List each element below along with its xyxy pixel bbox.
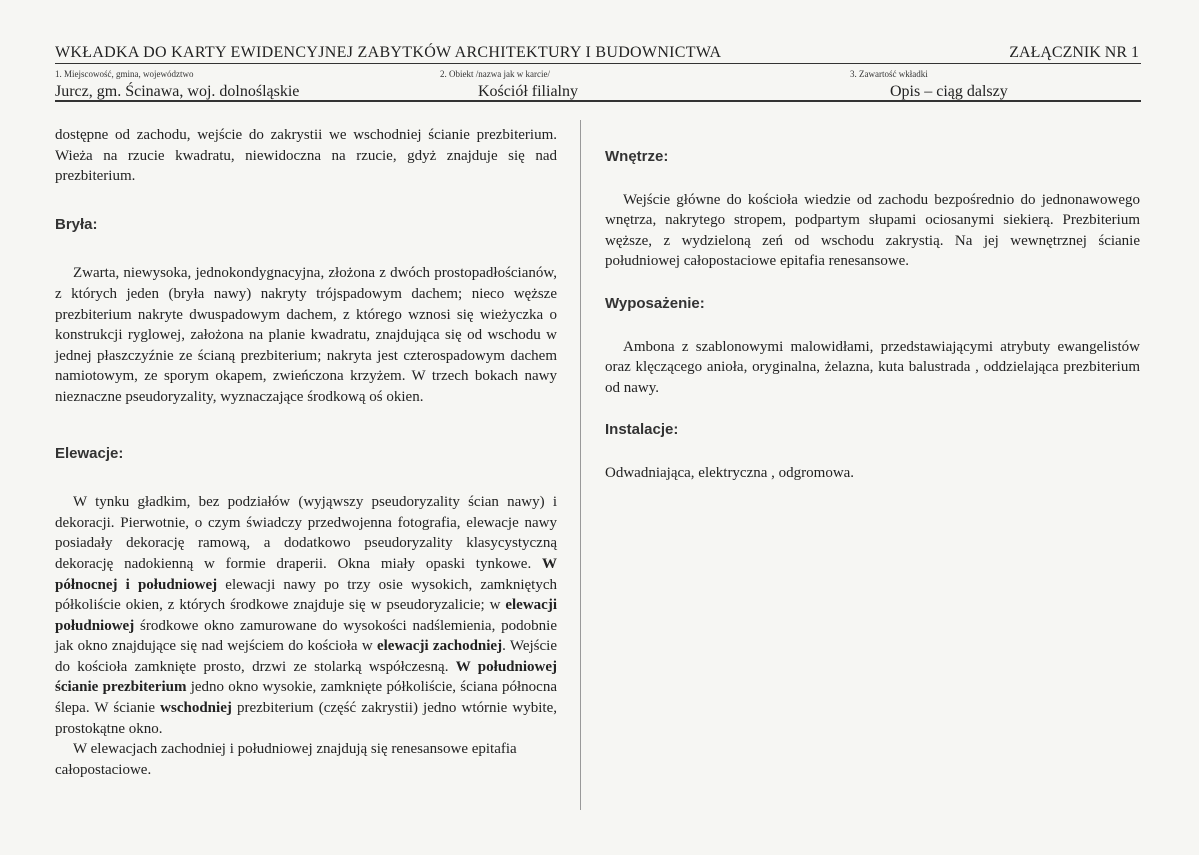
annex-label: ZAŁĄCZNIK NR 1 [1009,44,1139,61]
elewacje-text: prezbiterium (część zakrystii) jedno wtórnie wybite, prostokątne okno. [55,700,557,737]
header-bottom-rule [55,100,1141,102]
section-heading-wnetrze: Wnętrze: [605,148,669,165]
elewacje-text: . Wejście do kościoła zamknięte prosto, drzwi ze stolarką współczesną. [55,638,557,675]
field-value-location: Jurcz, gm. Ścinawa, woj. dolnośląskie [55,83,300,100]
section-heading-instalacje: Instalacje: [605,421,679,439]
form-title: WKŁADKA DO KARTY EWIDENCYJNEJ ZABYTKÓW ARCHITEKTURY I BUDOWNICTWA [55,44,722,61]
wnetrze-paragraph: Wejście główne do kościoła wiedzie od zachodu bezpośrednio do jednonawowego wnętrza, nakrytego stropem, podpartym słupami ociosanymi siekierą. Prezbiterium węższe, z wydzieloną zeń od wschodu zakrystią. Na jej wewnętrznej ścianie południowej całopostaciowe epitafia renesansowe. [605,191,1140,270]
column-divider [580,120,581,810]
elewacje-text: elewacji nawy po trzy osie wysokich, zamkniętych półkoliście okien, z których środkowe znajduje się w pseudoryzalicie; w [55,576,557,614]
elewacje-emphasis: W południowej ścianie prezbiterium [55,658,557,696]
section-heading-elewacje: Elewacje: [55,444,124,462]
elewacje-emphasis: W północnej i południowej [55,555,557,593]
field-value-object: Kościół filialny [478,83,578,100]
intro-paragraph: dostępne od zachodu, wejście do zakrystii we wschodniej ścianie prezbiterium. Wieża na rzucie kwadratu, niewidoczna na rzucie, gdyż znajduje się nad prezbiterium. [55,127,557,185]
instalacje-paragraph: Odwadniająca, elektryczna , odgromowa. [605,464,855,481]
field-label-contents: 3. Zawartość wkładki [850,69,928,79]
elewacje-text: W tynku gładkim, bez podziałów (wyjąwszy pseudoryzality ścian nawy) i dekoracji. Pierwotnie, o czym świadczy przedwojenna fotografia, elewacje nawy posiadały dekorację ramową, a dodatkowo pseudoryzality klasycystyczną dekorację nadokienną w formie draperii. Okna miały opaski tynkowe. [55,494,557,572]
field-label-location: 1. Miejscowość, gmina, województwo [55,69,194,79]
field-label-object: 2. Obiekt /nazwa jak w karcie/ [440,69,550,79]
elewacje-emphasis: elewacji zachodniej [376,638,503,655]
section-heading-bryla: Bryła: [55,215,98,233]
wyposazenie-paragraph: Ambona z szablonowymi malowidłami, przedstawiającymi atrybuty ewangelistów oraz klęczącego anioła, oryginalna, żelazna, kuta balustrada , oddzielająca prezbiterium od nawy. [605,338,1140,396]
elewacje-paragraph [55,492,557,739]
elewacje-emphasis: wschodniej [160,700,232,717]
elewacje-text: środkowe okno zamurowane do wysokości nadślemienia, podobnie jak okno znajdujące się nad wejściem do kościoła w [55,617,557,655]
right-column [605,125,1140,484]
field-value-contents: Opis – ciąg dalszy [890,83,1008,100]
section-heading-wyposazenie: Wyposażenie: [605,294,705,312]
elewacje-text: jedno okno wysokie, zamknięte półkoliście, ściana północna ślepa. W ścianie [55,679,557,717]
elewacje-emphasis: elewacji południowej [55,597,557,634]
elewacje-epitafia-paragraph: W elewacjach zachodniej i południowej znajdują się renesansowe epitafia całopostaciowe. [55,741,517,778]
left-column [55,125,557,780]
bryla-paragraph: Zwarta, niewysoka, jednokondygnacyjna, złożona z dwóch prostopadłościanów, z których jeden (bryła nawy) nakryty trójspadowym dachem; nieco węższe prezbiterium nakryte dwuspadowym dachem, z którego wznosi się wieżyczka o konstrukcji ryglowej, założona na planie kwadratu, znajdująca się od wschodu w jednej płaszczyźnie ze ścianą prezbiterium; nakryta jest czterospadowym dachem namiotowym, ze sporym okapem, zwieńczona krzyżem. W trzech bokach nawy nieznaczne pseudoryzality, wyznaczające środkową oś okien. [55,265,557,405]
header-rule [55,63,1141,64]
